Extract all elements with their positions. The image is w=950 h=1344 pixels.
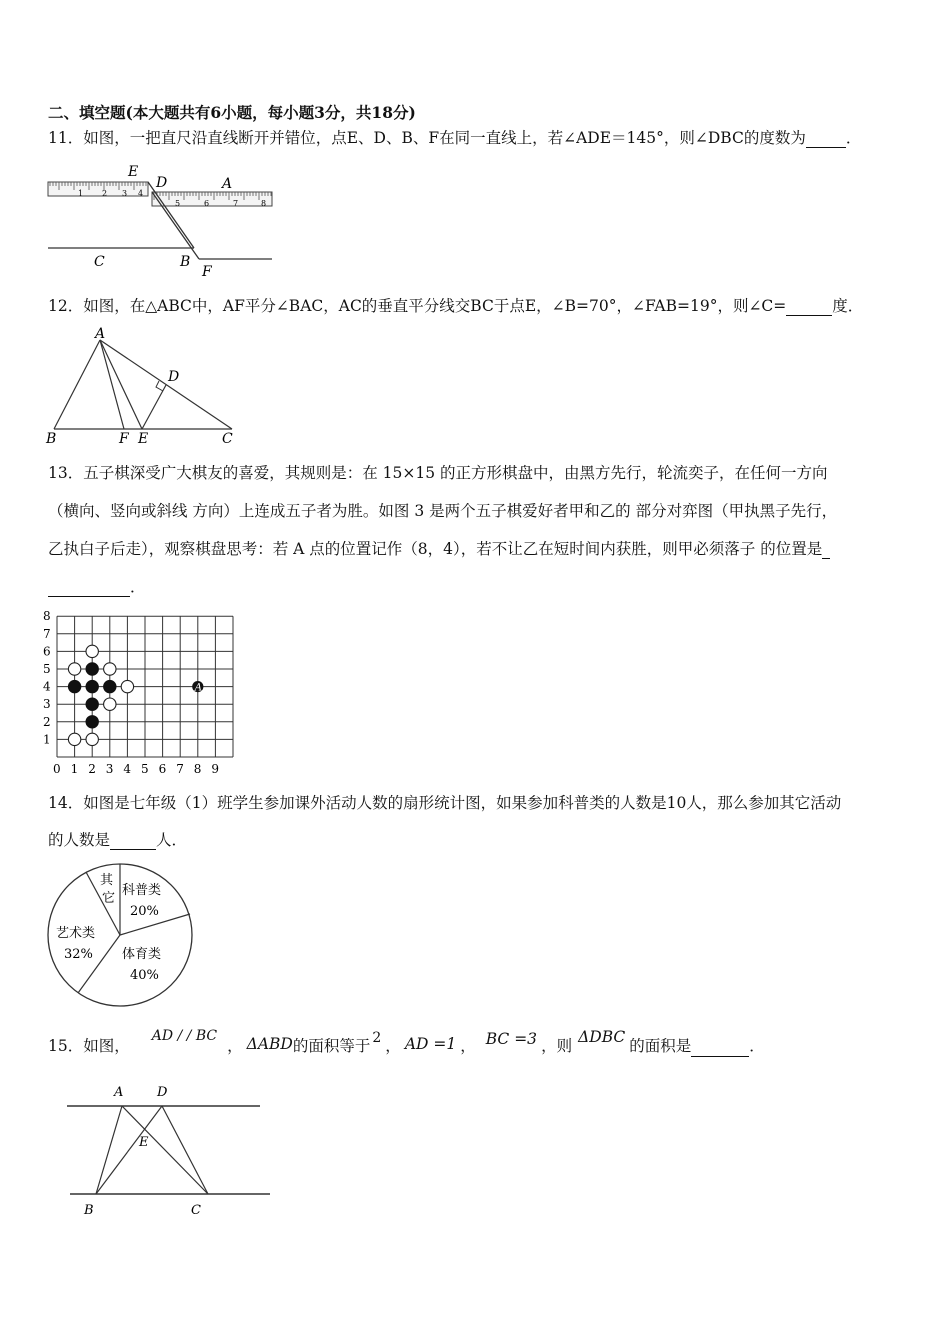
question-13-text: 乙执白子后走），观察棋盘思考：若 A 点的位置记作（8，4），若不让乙在短时间内获胜，则甲必须落子 的位置是 bbox=[48, 540, 823, 558]
q15-sep1: ， bbox=[227, 1037, 243, 1055]
label-B: B bbox=[46, 431, 57, 447]
question-13-line4 bbox=[48, 577, 146, 597]
x-tick-label: 3 bbox=[105, 762, 114, 776]
ruler-tick-4: 4 bbox=[138, 189, 144, 198]
question-13-line2: （横向、竖向或斜线 方向）上连成五子者为胜。如图 3 是两个五子棋爱好者甲和乙的 部分对弈图（甲执黑子先行， bbox=[48, 502, 838, 520]
x-tick-label: 5 bbox=[141, 762, 149, 776]
question-11-text: 11．如图，一把直尺沿直线断开并错位，点E、D、B、F在同一直线上，若∠ADE＝145°，则∠DBC的度数为 bbox=[48, 129, 806, 147]
label-E: E bbox=[138, 431, 149, 447]
question-12-text: 12．如图，在△ABC中，AF平分∠BAC，AC的垂直平分线交BC于点E，∠B=70°，∠FAB=19°，则∠C= bbox=[48, 297, 787, 315]
white-stone bbox=[68, 733, 80, 745]
label-B: B bbox=[180, 254, 191, 270]
question-15-end: ． bbox=[749, 1037, 765, 1055]
white-stone bbox=[104, 698, 116, 710]
white-stone bbox=[68, 663, 80, 675]
white-stone bbox=[104, 663, 116, 675]
figure-pie-chart bbox=[44, 862, 196, 1012]
black-stone bbox=[86, 698, 98, 710]
ruler-tick-1: 1 bbox=[78, 189, 84, 198]
x-tick-label: 2 bbox=[88, 762, 96, 776]
answer-blank-15 bbox=[691, 1040, 749, 1057]
label-F: F bbox=[202, 264, 212, 280]
q15-triangle-abd: ΔABD bbox=[246, 1035, 293, 1053]
label-E: E bbox=[139, 1135, 149, 1150]
q15-mid1: 的面积等于 bbox=[292, 1037, 371, 1055]
q15-ad-value: AD =1 bbox=[404, 1035, 457, 1053]
answer-blank-14 bbox=[110, 833, 156, 850]
answer-blank-11 bbox=[806, 131, 846, 148]
black-stone bbox=[104, 680, 116, 692]
question-14-line2 bbox=[48, 830, 187, 850]
sector-tiyu-percent: 40% bbox=[130, 968, 159, 983]
ruler-tick-3: 3 bbox=[122, 189, 128, 198]
question-13-line1: 13．五子棋深受广大棋友的喜爱，其规则是：在 15×15 的正方形棋盘中，由黑方先行，轮流奕子，在任何一方向 bbox=[48, 464, 828, 482]
figure-gomoku-board bbox=[40, 606, 245, 778]
sector-kepu-percent: 20% bbox=[130, 904, 159, 919]
figure-triangle-abc bbox=[44, 326, 244, 448]
figure-ruler bbox=[44, 162, 279, 280]
question-11-end: ． bbox=[845, 129, 862, 147]
y-tick-label: 4 bbox=[43, 679, 51, 694]
q15-prefix: 15．如图， bbox=[48, 1037, 130, 1055]
point-a-label: A bbox=[194, 682, 203, 694]
label-D: D bbox=[157, 1085, 168, 1100]
sector-qita-bottom: 它 bbox=[102, 891, 116, 906]
x-tick-label: 8 bbox=[193, 762, 202, 776]
label-B: B bbox=[84, 1203, 94, 1218]
label-C: C bbox=[191, 1203, 201, 1218]
ruler-tick-6: 6 bbox=[204, 199, 210, 208]
label-E: E bbox=[128, 164, 139, 180]
q15-mid2: ，则 bbox=[541, 1037, 573, 1055]
question-14-line1: 14．如图是七年级（1）班学生参加课外活动人数的扇形统计图，如果参加科普类的人数是10人，那么参加其它活动 bbox=[48, 794, 842, 812]
y-tick-label: 1 bbox=[43, 732, 51, 747]
label-A: A bbox=[222, 176, 233, 192]
x-tick-label: 1 bbox=[70, 762, 79, 776]
white-stone bbox=[86, 645, 98, 657]
answer-blank-13a bbox=[822, 542, 830, 559]
figure-parallel-lines bbox=[62, 1080, 274, 1220]
question-12 bbox=[48, 296, 863, 316]
q15-sep2: ， bbox=[385, 1037, 401, 1055]
black-stone bbox=[68, 680, 80, 692]
sector-yishu-percent: 32% bbox=[64, 947, 93, 962]
ruler-tick-2: 2 bbox=[102, 189, 108, 198]
label-C: C bbox=[222, 431, 233, 447]
question-13-end: ． bbox=[130, 578, 146, 596]
label-D: D bbox=[156, 175, 168, 191]
y-tick-label: 5 bbox=[43, 662, 51, 676]
sector-tiyu-name: 体育类 bbox=[122, 947, 162, 962]
answer-blank-13b bbox=[48, 580, 130, 597]
x-tick-label: 4 bbox=[123, 762, 132, 776]
x-tick-label: 0 bbox=[53, 762, 61, 776]
question-15 bbox=[48, 1028, 765, 1060]
question-13-line3 bbox=[48, 539, 830, 559]
y-tick-label: 6 bbox=[43, 644, 51, 659]
black-stone bbox=[86, 716, 98, 728]
black-stone bbox=[86, 680, 98, 692]
label-A: A bbox=[114, 1085, 124, 1100]
sector-yishu-name: 艺术类 bbox=[56, 926, 96, 941]
black-stone bbox=[86, 663, 98, 675]
section-title: 二、填空题(本大题共有6小题，每小题3分，共18分) bbox=[48, 103, 416, 122]
ruler-tick-7: 7 bbox=[233, 199, 239, 208]
sector-kepu-name: 科普类 bbox=[122, 883, 162, 898]
q15-mid3: 的面积是 bbox=[629, 1037, 692, 1055]
q15-triangle-dbc: ΔDBC bbox=[578, 1028, 626, 1046]
y-tick-label: 3 bbox=[43, 697, 51, 712]
q15-sep3: ， bbox=[460, 1037, 476, 1055]
q15-bc-value: BC =3 bbox=[485, 1030, 538, 1048]
question-11 bbox=[48, 128, 861, 148]
white-stone bbox=[86, 733, 98, 745]
question-14-text: 的人数是 bbox=[48, 831, 111, 849]
white-stone bbox=[121, 680, 133, 692]
x-tick-label: 7 bbox=[176, 762, 184, 776]
q15-area-value: 2 bbox=[372, 1030, 382, 1046]
ruler-tick-5: 5 bbox=[175, 199, 181, 208]
label-C: C bbox=[94, 254, 105, 270]
label-D: D bbox=[168, 369, 180, 385]
y-tick-label: 2 bbox=[43, 714, 51, 729]
ruler-tick-8: 8 bbox=[261, 199, 267, 208]
x-tick-label: 9 bbox=[211, 762, 220, 776]
q15-condition-parallel: AD / / BC bbox=[151, 1028, 218, 1044]
x-tick-label: 6 bbox=[158, 762, 167, 776]
y-tick-label: 8 bbox=[43, 609, 51, 624]
sector-qita-top: 其 bbox=[100, 873, 114, 888]
label-A: A bbox=[95, 326, 106, 342]
question-12-end: 度． bbox=[832, 297, 864, 315]
y-tick-label: 7 bbox=[43, 626, 51, 641]
question-14-end: 人． bbox=[156, 831, 188, 849]
answer-blank-12 bbox=[786, 299, 832, 316]
label-F: F bbox=[119, 431, 129, 447]
